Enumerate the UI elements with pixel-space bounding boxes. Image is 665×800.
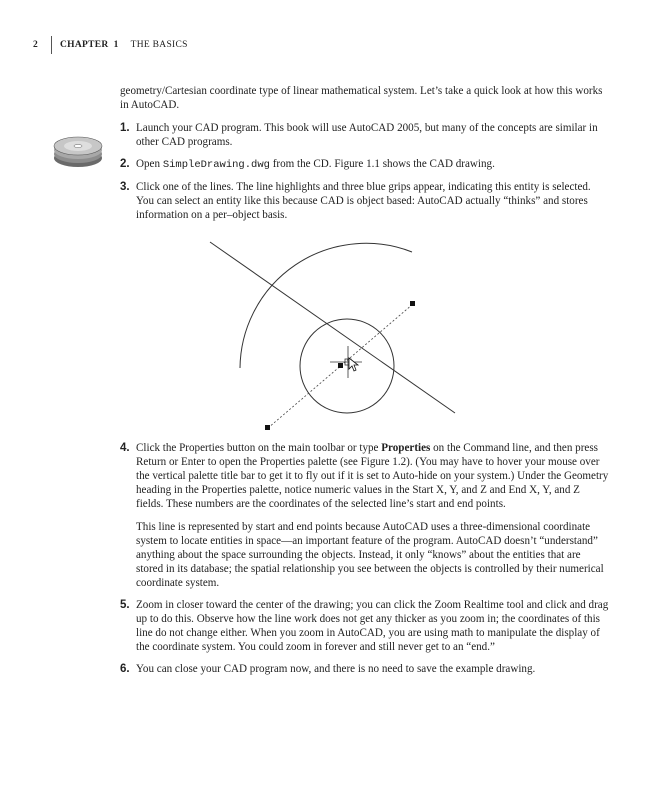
step-6 xyxy=(120,662,610,676)
grip-mid xyxy=(338,363,343,368)
intro-paragraph: geometry/Cartesian coordinate type of linear mathematical system. Let’s take a quick look at how this works in AutoCAD. xyxy=(120,85,603,111)
step-text-post: from the CD. Figure 1.1 shows the CAD drawing. xyxy=(269,158,495,170)
step-text-pre: Open xyxy=(136,158,163,170)
chapter-label: CHAPTER xyxy=(60,40,109,50)
step-text-pre: Click the Properties button on the main toolbar or type xyxy=(136,442,382,454)
step-1 xyxy=(120,121,610,149)
command-keyword: Properties xyxy=(381,442,431,454)
step-text: You can close your CAD program now, and there is no need to save the example drawing. xyxy=(136,663,536,675)
step-text: Launch your CAD program. This book will use AutoCAD 2005, but many of the concepts are similar in other CAD programs. xyxy=(136,122,598,148)
page-number: 2 xyxy=(33,40,39,50)
filename-code: SimpleDrawing.dwg xyxy=(162,159,270,171)
step-number: 6. xyxy=(120,663,130,675)
step-text-post: on the Command line, and then press Return or Enter to open the Properties palette (see Figure 1.2). (You may have to hover your mouse over the vertical palette title bar to get it to fly out if it is set to Auto-hide on your system.) Under the Geometry heading in the Properties palette, notice numeric values in the Start X, Y, and Z and End X, Y, and Z fields. These numbers are the coordinates of the selected line’s start and end points. xyxy=(136,442,609,510)
grip-end xyxy=(410,301,415,306)
step-text xyxy=(136,441,610,590)
arc xyxy=(240,243,412,368)
step-4 xyxy=(120,441,610,590)
cursor-arrow-icon xyxy=(349,358,358,371)
step-text: Zoom in closer toward the center of the drawing; you can click the Zoom Realtime tool and click and drag up to do this. Observe how the line work does not get any thicker as you zoom in; the coordinates of this line do not change either. When you zoom in AutoCAD, you are using math to manipulate the display of the coordinate system. You could zoom in forever and still never get to an “end.” xyxy=(136,599,609,653)
header-divider xyxy=(51,36,52,54)
chapter-title: THE BASICS xyxy=(130,40,188,50)
step-number: 3. xyxy=(120,181,130,193)
step-text: Click one of the lines. The line highlights and three blue grips appear, indicating this entity is selected. You can select an entity like this because CAD is object based: AutoCAD actually “thinks” and stores information on a per–object basis. xyxy=(136,181,591,221)
step-3 xyxy=(120,180,610,222)
step-number: 2. xyxy=(120,158,130,170)
running-header xyxy=(33,36,188,54)
step-number: 4. xyxy=(120,442,130,454)
step-number: 5. xyxy=(120,599,130,611)
circle xyxy=(300,319,394,413)
step-5 xyxy=(120,598,610,654)
chapter-number: 1 xyxy=(113,40,119,50)
step-number: 1. xyxy=(120,122,130,134)
cad-drawing-figure xyxy=(200,238,460,438)
cd-icon xyxy=(52,127,104,171)
step-text xyxy=(136,157,610,172)
step-4-paragraph-2: This line is represented by start and end points because AutoCAD uses a three-dimensional coordinate system to locate entities in space—an important feature of the program. AutoCAD doesn’t “understand” anything about the space surrounding the objects. Instead, it only “knows” about the entities that are stored in its database; the spatial relationship you see between the objects is controlled by their numerical coordinate system. xyxy=(136,521,604,589)
grip-start xyxy=(265,425,270,430)
step-2 xyxy=(120,157,610,172)
